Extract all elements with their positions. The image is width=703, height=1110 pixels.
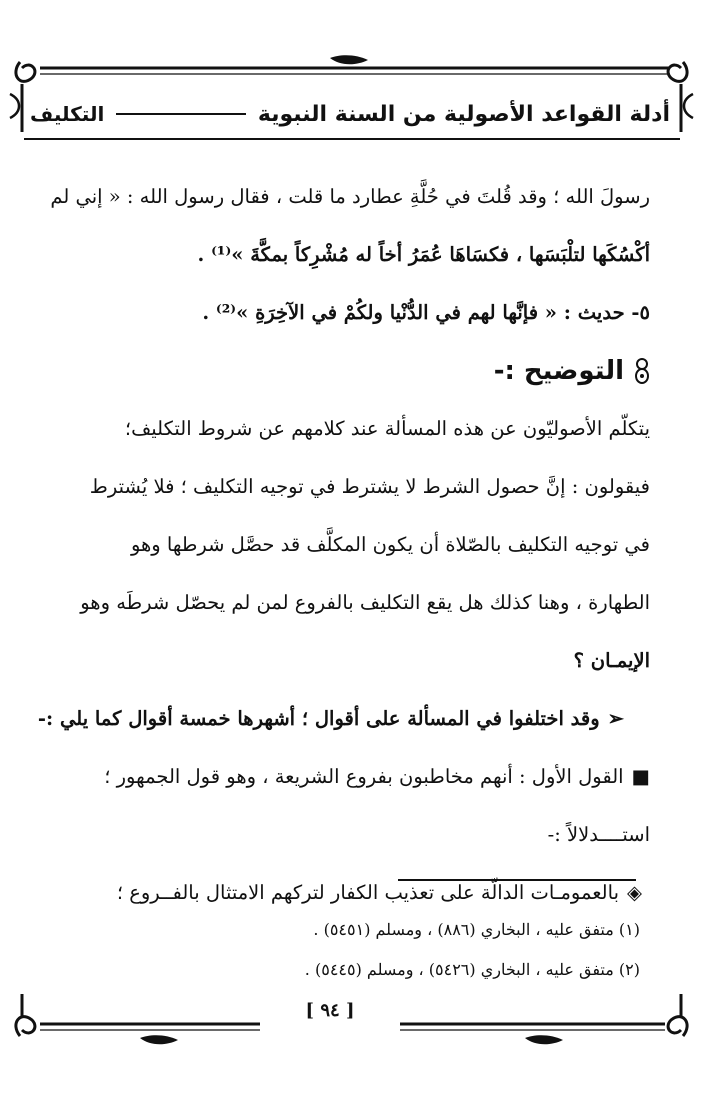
section-name: التكليف xyxy=(30,102,105,126)
footnote-separator xyxy=(398,879,636,881)
paragraph-line: الإيمـان ؟ xyxy=(573,649,650,672)
square-bullet-icon: ■ xyxy=(631,765,650,788)
heading-text: التوضيح :- xyxy=(493,356,624,386)
paragraph-line: في توجيه التكليف بالصّلاة أن يكون المكلَّف قد حصَّل شرطها وهو xyxy=(130,533,650,556)
header-underline xyxy=(24,138,680,140)
evidence-label: استــــدلالاً :- xyxy=(547,823,650,846)
page-number: [ ٩٤ ] xyxy=(305,1000,355,1021)
header-dash xyxy=(116,113,246,115)
footnote: (١) متفق عليه ، البخاري (٨٨٦) ، ومسلم (٥٤٥١) . xyxy=(313,920,640,939)
text-line: رسولَ الله ؛ وقد قُلتَ في حُلَّةِ عطارد ما قلت ، فقال رسول الله : « إني لم xyxy=(50,185,650,208)
footnote: (٢) متفق عليه ، البخاري (٥٤٢٦) ، ومسلم (٥٤٤٥) . xyxy=(304,960,640,979)
page-header xyxy=(30,92,670,136)
running-title: أدلة القواعد الأصولية من السنة النبوية xyxy=(257,101,670,127)
text-line: ٥- حديث : « فإنَّها لهم في الدُّنْيا ولكُمْ في الآخِرَةِ »⁽²⁾ . xyxy=(202,301,650,324)
paragraph-line: فيقولون : إنَّ حصول الشرط لا يشترط في توجيه التكليف ؛ فلا يُشترط xyxy=(89,475,650,498)
diamond-bullet-icon: ◈ xyxy=(627,881,642,904)
text-line: أكْسُكَها لتلْبَسَها ، فكسَاهَا عُمَرُ أخاً له مُشْرِكاً بمكَّةَ »⁽¹⁾ . xyxy=(197,243,650,266)
paragraph-line: يتكلّم الأصوليّون عن هذه المسألة عند كلامهم عن شروط التكليف؛ xyxy=(124,417,650,440)
square-bullet-text: القول الأول : أنهم مخاطبون بفروع الشريعة ، وهو قول الجمهور ؛ xyxy=(104,765,624,788)
section-heading xyxy=(34,342,650,400)
square-bullet-line xyxy=(34,748,650,806)
footnotes xyxy=(200,910,640,990)
arrow-bullet-text: وقد اختلفوا في المسألة على أقوال ؛ أشهرها خمسة أقوال كما يلي :- xyxy=(37,707,600,730)
arrow-bullet-line xyxy=(34,690,650,748)
ornament-icon xyxy=(634,358,650,384)
paragraph-line: الطهارة ، وهنا كذلك هل يقع التكليف بالفروع لمن لم يحصّل شرطَه وهو xyxy=(80,591,650,614)
body-text xyxy=(34,168,650,922)
arrow-bullet-icon: ➢ xyxy=(607,707,624,730)
diamond-bullet-text: بالعمومـات الدالّة على تعذيب الكفار لتركهم الامتثال بالفــروع ؛ xyxy=(116,881,619,904)
